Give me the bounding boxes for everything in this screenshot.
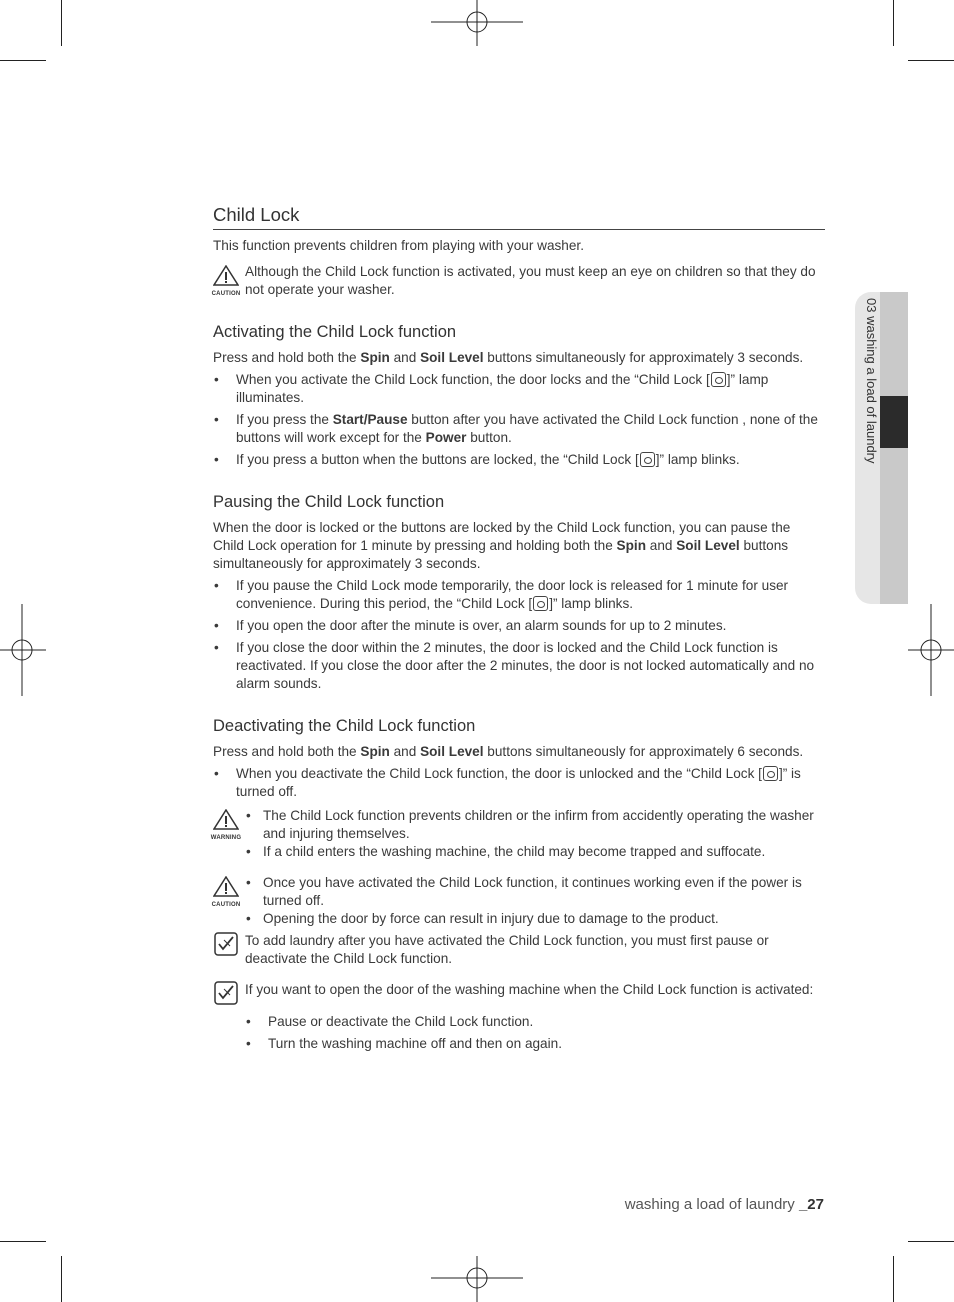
deactivating-instruction: Press and hold both the Spin and Soil Level buttons simultaneously for approximately 6 seconds. bbox=[213, 744, 804, 759]
crop-mark bbox=[0, 60, 46, 61]
crop-mark bbox=[908, 60, 954, 61]
chapter-label: 03 washing a load of laundry bbox=[864, 298, 879, 464]
section-heading-activating: Activating the Child Lock function bbox=[213, 323, 457, 341]
note-notice bbox=[213, 932, 825, 968]
caution-caption: CAUTION bbox=[211, 902, 241, 908]
pausing-list bbox=[213, 577, 825, 693]
list-item: • Turn the washing machine off and then on again. bbox=[245, 1035, 825, 1053]
caution-list bbox=[245, 874, 825, 928]
chapter-side-tab bbox=[855, 292, 908, 604]
crop-mark bbox=[61, 1256, 62, 1302]
deactivating-list bbox=[213, 765, 825, 801]
warning-caption: WARNING bbox=[210, 835, 242, 841]
child-lock-icon bbox=[640, 452, 655, 467]
crop-mark bbox=[908, 1241, 954, 1242]
list-item: • If you press the Start/Pause button after you have activated the Child Lock function , none of the buttons will work except for the Power button. bbox=[213, 411, 825, 447]
section-heading-pausing: Pausing the Child Lock function bbox=[213, 493, 445, 511]
warning-notice bbox=[210, 807, 825, 861]
child-lock-icon bbox=[711, 372, 726, 387]
activating-list bbox=[213, 371, 825, 469]
intro-text: This function prevents children from playing with your washer. bbox=[213, 238, 584, 253]
child-lock-icon bbox=[763, 766, 778, 781]
registration-mark-top bbox=[431, 0, 523, 48]
list-item: • If you press a button when the buttons are locked, the “Child Lock [ ]” lamp blinks. bbox=[213, 451, 825, 469]
activating-instruction: Press and hold both the Spin and Soil Level buttons simultaneously for approximately 3 seconds. bbox=[213, 350, 804, 365]
note-icon bbox=[210, 981, 242, 1010]
registration-mark-bottom bbox=[431, 1256, 523, 1302]
list-item: • When you deactivate the Child Lock function, the door is unlocked and the “Child Lock [ ]” is turned off. bbox=[213, 765, 825, 801]
list-item: • If you close the door within the 2 minutes, the door is locked and the Child Lock function is reactivated. If you close the door after the 2 minutes, the door is not locked automatically and no alarm sounds. bbox=[213, 639, 825, 693]
list-item: • Pause or deactivate the Child Lock function. bbox=[245, 1013, 825, 1031]
crop-mark bbox=[893, 1256, 894, 1302]
caution-notice bbox=[213, 874, 825, 928]
crop-mark bbox=[893, 0, 894, 46]
registration-mark-left bbox=[0, 604, 48, 696]
caution-notice bbox=[213, 263, 825, 299]
list-item: • Once you have activated the Child Lock function, it continues working even if the power is turned off. bbox=[245, 874, 825, 910]
footer-chapter: washing a load of laundry bbox=[624, 1196, 799, 1213]
warning-list bbox=[245, 807, 825, 861]
caution-icon bbox=[210, 265, 242, 298]
note-list bbox=[245, 1013, 825, 1053]
registration-mark-right bbox=[906, 604, 954, 696]
warning-icon bbox=[210, 809, 242, 842]
list-item: • If you pause the Child Lock mode temporarily, the door lock is released for 1 minute for user convenience. During this period, the “Child Lock [ ]” lamp blinks. bbox=[213, 577, 825, 613]
crop-mark bbox=[0, 1241, 46, 1242]
tab-bar bbox=[880, 292, 908, 604]
list-item: • The Child Lock function prevents children or the infirm from accidently operating the washer and injuring themselves. bbox=[245, 807, 825, 843]
section-heading-deactivating: Deactivating the Child Lock function bbox=[213, 717, 476, 735]
page-footer bbox=[625, 1196, 824, 1214]
note-text: To add laundry after you have activated the Child Lock function, you must first pause or deactivate the Child Lock function. bbox=[245, 933, 769, 966]
crop-mark bbox=[61, 0, 62, 46]
list-item: • When you activate the Child Lock function, the door locks and the “Child Lock [ ]” lamp illuminates. bbox=[213, 371, 825, 407]
tab-marker bbox=[880, 396, 908, 448]
list-item: • Opening the door by force can result in injury due to damage to the product. bbox=[245, 910, 825, 928]
child-lock-icon bbox=[533, 596, 548, 611]
list-item: • If a child enters the washing machine, the child may become trapped and suffocate. bbox=[245, 843, 825, 861]
caution-caption: CAUTION bbox=[211, 291, 241, 297]
note-notice bbox=[213, 981, 825, 999]
page-number: _27 bbox=[798, 1196, 824, 1213]
page-content bbox=[210, 203, 825, 1057]
page-title: Child Lock bbox=[213, 203, 825, 230]
note-text: If you want to open the door of the washing machine when the Child Lock function is activated: bbox=[245, 982, 814, 997]
note-icon bbox=[210, 932, 242, 961]
list-item: • If you open the door after the minute is over, an alarm sounds for up to 2 minutes. bbox=[213, 617, 825, 635]
caution-icon bbox=[210, 876, 242, 909]
pausing-instruction: When the door is locked or the buttons are locked by the Child Lock function, you can pause the Child Lock operation for 1 minute by pressing and holding both the Spin and Soil Level buttons simultaneously for approximately 3 seconds. bbox=[213, 520, 791, 571]
caution-text: Although the Child Lock function is activated, you must keep an eye on children so that they do not operate your washer. bbox=[245, 264, 816, 297]
